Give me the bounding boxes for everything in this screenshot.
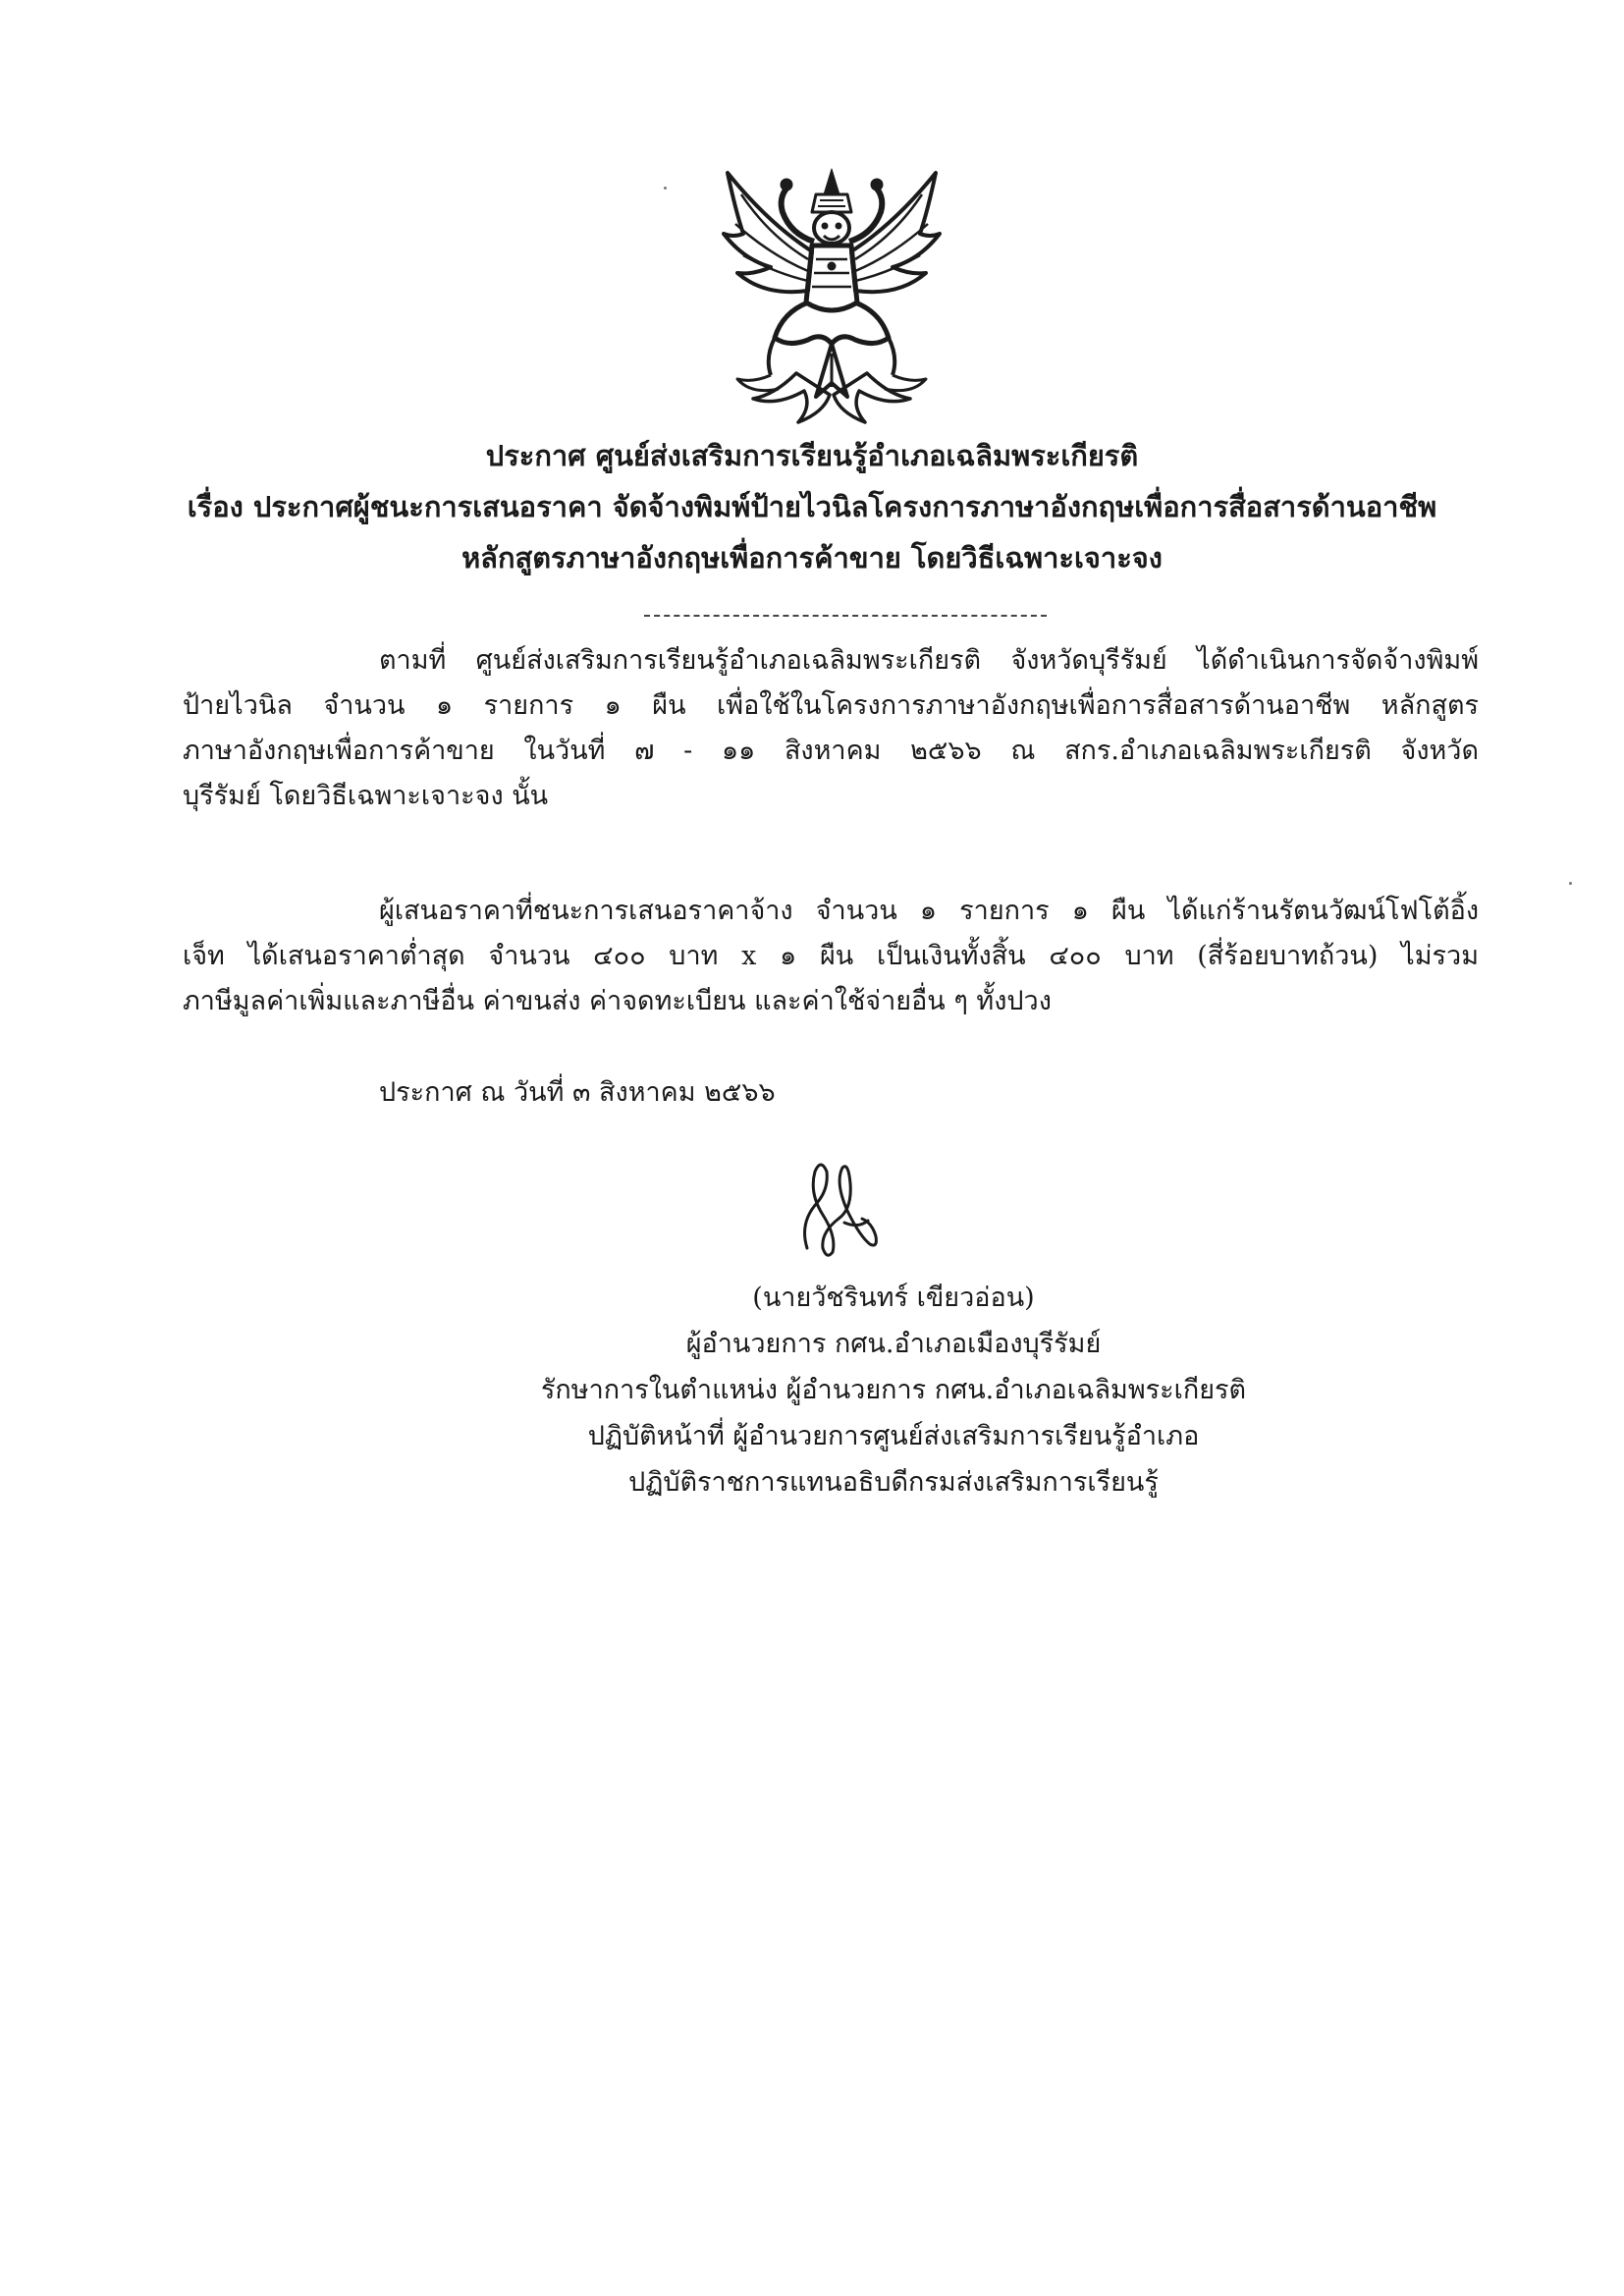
paragraph-line: ภาษาอังกฤษเพื่อการค้าขาย ในวันที่ ๗ - ๑๑ สิงหาคม ๒๕๖๖ ณ สกร.อำเภอเฉลิมพระเกียรติ จังหวัด [183,736,1479,766]
paragraph-line: ตามที่ ศูนย์ส่งเสริมการเรียนรู้อำเภอเฉลิมพระเกียรติ จังหวัดบุรีรัมย์ ได้ดำเนินการจัดจ้างพิมพ์ [379,645,1479,676]
header-divider [644,615,1047,617]
paragraph-line: ภาษีมูลค่าเพิ่มและภาษีอื่น ค่าขนส่ง ค่าจดทะเบียน และค่าใช้จ่ายอื่น ๆ ทั้งปวง [183,986,1052,1016]
announcement-header [147,430,1477,583]
signer-title: ปฏิบัติราชการแทนอธิบดีกรมส่งเสริมการเรียนรู้ [628,1467,1159,1498]
paragraph-line: ผู้เสนอราคาที่ชนะการเสนอราคาจ้าง จำนวน ๑ รายการ ๑ ผืน ได้แก่ร้านรัตนวัฒน์โฟโต้อิ้ง [379,896,1479,926]
garuda-emblem-icon [714,165,949,425]
header-title: ประกาศ ศูนย์ส่งเสริมการเรียนรู้อำเภอเฉลิมพระเกียรติ [485,439,1139,472]
handwritten-signature-icon [793,1154,892,1262]
header-subject-cont: หลักสูตรภาษาอังกฤษเพื่อการค้าขาย โดยวิธีเฉพาะเจาะจง [461,541,1163,574]
scan-speck [664,187,667,190]
paragraph-line: บุรีรัมย์ โดยวิธีเฉพาะเจาะจง นั้น [183,781,549,811]
signer-name: (นายวัชรินทร์ เขียวอ่อน) [752,1283,1035,1313]
body-paragraph-2 [183,889,1479,1024]
scan-speck [1569,882,1572,885]
signer-title: ปฏิบัติหน้าที่ ผู้อำนวยการศูนย์ส่งเสริมการเรียนรู้อำเภอ [587,1421,1200,1451]
signer-title: ผู้อำนวยการ กศน.อำเภอเมืองบุรีรัมย์ [685,1329,1102,1359]
body-paragraph-1 [183,638,1479,819]
signer-title: รักษาการในตำแหน่ง ผู้อำนวยการ กศน.อำเภอเฉลิมพระเกียรติ [540,1375,1247,1405]
signature-block [393,1275,1394,1505]
paragraph-line: ป้ายไวนิล จำนวน ๑ รายการ ๑ ผืน เพื่อใช้ในโครงการภาษาอังกฤษเพื่อการสื่อสารด้านอาชีพ หลักสูตร [183,690,1479,721]
announcement-date: ประกาศ ณ วันที่ ๓ สิงหาคม ๒๕๖๖ [379,1077,776,1108]
header-subject: เรื่อง ประกาศผู้ชนะการเสนอราคา จัดจ้างพิมพ์ป้ายไวนิลโครงการภาษาอังกฤษเพื่อการสื่อสารด้านอาชีพ [187,490,1437,523]
paragraph-line: เจ็ท ได้เสนอราคาต่ำสุด จำนวน ๔๐๐ บาท x ๑ ผืน เป็นเงินทั้งสิ้น ๔๐๐ บาท (สี่ร้อยบาทถ้วน) ไม่รวม [183,941,1479,971]
